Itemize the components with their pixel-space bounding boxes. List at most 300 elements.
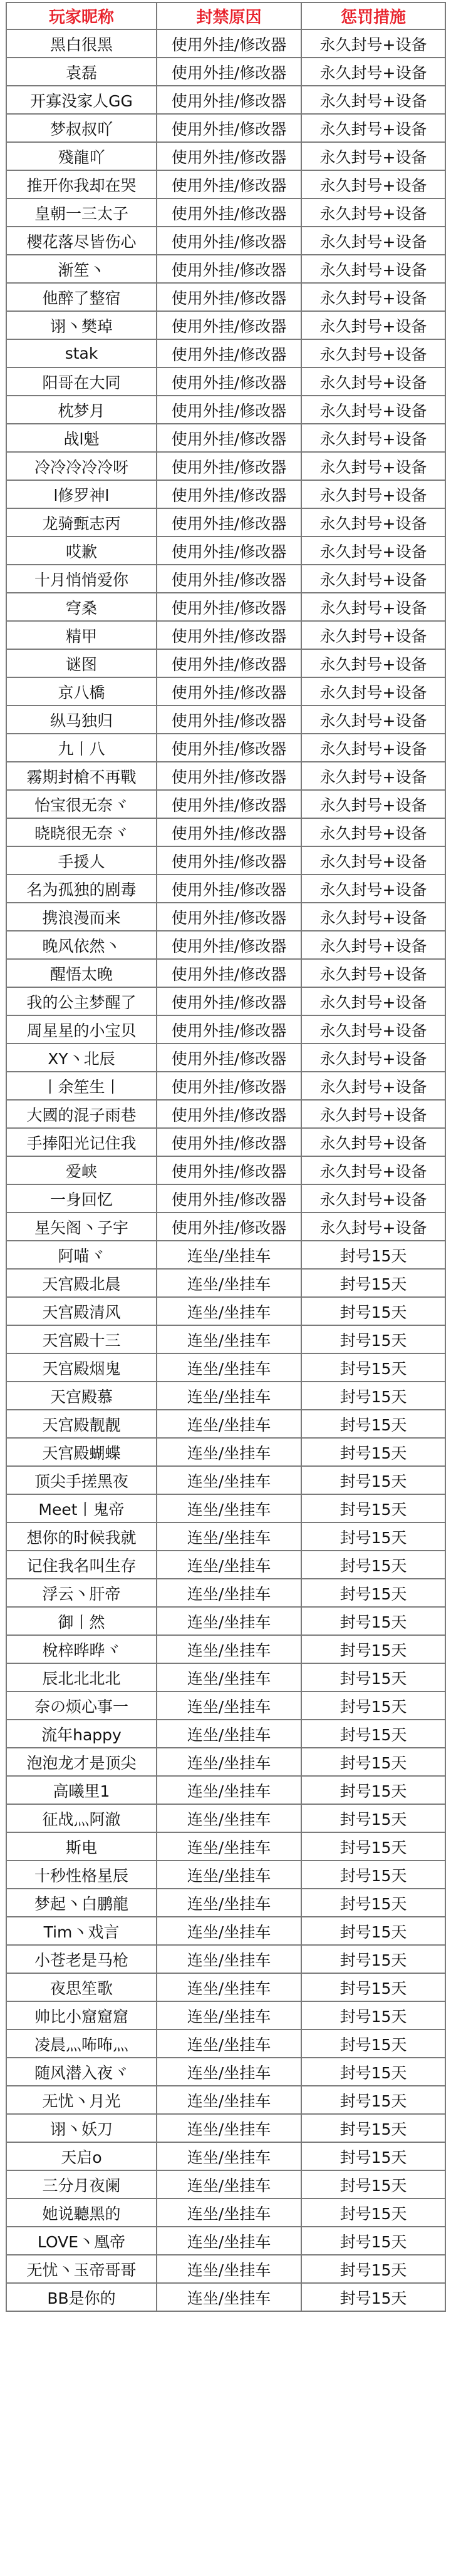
table-row: [6, 1100, 445, 1128]
player-name-cell: 战l魁: [6, 424, 157, 452]
penalty-cell: 永久封号+设备: [301, 536, 445, 565]
ban-reason-cell: 使用外挂/修改器: [157, 29, 301, 58]
penalty-cell: 封号15天: [301, 2283, 445, 2311]
table-row: [6, 198, 445, 227]
penalty-cell: 永久封号+设备: [301, 396, 445, 424]
ban-reason-cell: 使用外挂/修改器: [157, 170, 301, 198]
penalty-cell: 永久封号+设备: [301, 677, 445, 706]
penalty-cell: 封号15天: [301, 1917, 445, 1945]
ban-reason-cell: 使用外挂/修改器: [157, 1213, 301, 1241]
table-row: [6, 1663, 445, 1691]
penalty-cell: 封号15天: [301, 2029, 445, 2058]
table-row: [6, 1072, 445, 1100]
penalty-cell: 永久封号+设备: [301, 114, 445, 142]
player-name-cell: XY丶北辰: [6, 1044, 157, 1072]
table-row: [6, 339, 445, 367]
player-name-cell: 天宫殿北晨: [6, 1269, 157, 1297]
ban-reason-cell: 使用外挂/修改器: [157, 58, 301, 86]
ban-reason-cell: 使用外挂/修改器: [157, 818, 301, 846]
header-penalty: 惩罚措施: [301, 3, 445, 29]
table-row: [6, 1466, 445, 1494]
player-name-cell: 爱峡: [6, 1156, 157, 1184]
player-name-cell: 开寡没家人GG: [6, 86, 157, 114]
player-name-cell: 十月悄悄爱你: [6, 565, 157, 593]
penalty-cell: 永久封号+设备: [301, 1184, 445, 1213]
penalty-cell: 封号15天: [301, 1353, 445, 1382]
ban-reason-cell: 使用外挂/修改器: [157, 959, 301, 987]
penalty-cell: 永久封号+设备: [301, 283, 445, 311]
player-name-cell: 手援人: [6, 846, 157, 875]
ban-reason-cell: 连坐/坐挂车: [157, 1607, 301, 1635]
table-row: [6, 480, 445, 508]
ban-reason-cell: 连坐/坐挂车: [157, 1973, 301, 2001]
table-row: [6, 142, 445, 170]
ban-reason-cell: 连坐/坐挂车: [157, 1635, 301, 1663]
player-name-cell: 京八橋: [6, 677, 157, 706]
player-name-cell: 无忧丶月光: [6, 2086, 157, 2114]
player-name-cell: 梲梓晔晔ヾ: [6, 1635, 157, 1663]
ban-reason-cell: 使用外挂/修改器: [157, 593, 301, 621]
player-name-cell: 诩丶妖刀: [6, 2114, 157, 2142]
penalty-cell: 封号15天: [301, 1579, 445, 1607]
penalty-cell: 封号15天: [301, 1551, 445, 1579]
penalty-cell: 永久封号+设备: [301, 706, 445, 734]
ban-reason-cell: 连坐/坐挂车: [157, 1917, 301, 1945]
ban-reason-cell: 使用外挂/修改器: [157, 452, 301, 480]
penalty-cell: 永久封号+设备: [301, 762, 445, 790]
ban-reason-cell: 连坐/坐挂车: [157, 1889, 301, 1917]
ban-reason-cell: 使用外挂/修改器: [157, 1015, 301, 1044]
ban-reason-cell: 使用外挂/修改器: [157, 536, 301, 565]
table-row: [6, 283, 445, 311]
player-name-cell: 浮云丶肝帝: [6, 1579, 157, 1607]
ban-reason-cell: 使用外挂/修改器: [157, 734, 301, 762]
penalty-cell: 封号15天: [301, 2114, 445, 2142]
ban-reason-cell: 连坐/坐挂车: [157, 1522, 301, 1551]
player-name-cell: 推开你我却在哭: [6, 170, 157, 198]
player-name-cell: 顶尖手搓黑夜: [6, 1466, 157, 1494]
header-ban-reason: 封禁原因: [157, 3, 301, 29]
player-name-cell: 记住我名叫生存: [6, 1551, 157, 1579]
table-row: [6, 1015, 445, 1044]
ban-reason-cell: 连坐/坐挂车: [157, 1579, 301, 1607]
table-row: [6, 227, 445, 255]
ban-reason-cell: 连坐/坐挂车: [157, 1353, 301, 1382]
ban-reason-cell: 使用外挂/修改器: [157, 762, 301, 790]
ban-reason-cell: 使用外挂/修改器: [157, 480, 301, 508]
penalty-cell: 永久封号+设备: [301, 58, 445, 86]
ban-reason-cell: 连坐/坐挂车: [157, 1466, 301, 1494]
penalty-cell: 封号15天: [301, 2170, 445, 2199]
player-name-cell: 哎歉: [6, 536, 157, 565]
table-row: [6, 452, 445, 480]
ban-reason-cell: 使用外挂/修改器: [157, 565, 301, 593]
table-row: [6, 790, 445, 818]
table-row: [6, 677, 445, 706]
penalty-cell: 封号15天: [301, 2199, 445, 2227]
ban-reason-cell: 连坐/坐挂车: [157, 2227, 301, 2255]
player-name-cell: 天宫殿十三: [6, 1325, 157, 1353]
player-name-cell: 怡宝很无奈ヾ: [6, 790, 157, 818]
table-row: [6, 1860, 445, 1889]
player-name-cell: 霧期封槍不再戰: [6, 762, 157, 790]
penalty-cell: 永久封号+设备: [301, 565, 445, 593]
table-row: [6, 1889, 445, 1917]
player-name-cell: 皇朝一三太子: [6, 198, 157, 227]
penalty-cell: 封号15天: [301, 1494, 445, 1522]
table-row: [6, 1832, 445, 1860]
ban-reason-cell: 使用外挂/修改器: [157, 396, 301, 424]
table-row: [6, 86, 445, 114]
player-name-cell: 天启o: [6, 2142, 157, 2170]
table-row: [6, 1269, 445, 1297]
table-row: [6, 2001, 445, 2029]
penalty-cell: 永久封号+设备: [301, 367, 445, 396]
ban-reason-cell: 使用外挂/修改器: [157, 508, 301, 536]
player-name-cell: 携浪漫而来: [6, 903, 157, 931]
table-row: [6, 1945, 445, 1973]
player-name-cell: 她说聽黑的: [6, 2199, 157, 2227]
player-name-cell: 星矢阁丶子宇: [6, 1213, 157, 1241]
table-row: [6, 1804, 445, 1832]
table-row: [6, 508, 445, 536]
player-name-cell: 随风潜入夜ヾ: [6, 2058, 157, 2086]
ban-reason-cell: 连坐/坐挂车: [157, 2199, 301, 2227]
player-name-cell: 小苍老是马枪: [6, 1945, 157, 1973]
penalty-cell: 永久封号+设备: [301, 1128, 445, 1156]
header-player-name: 玩家昵称: [6, 3, 157, 29]
player-name-cell: 梦叔叔吖: [6, 114, 157, 142]
table-row: [6, 818, 445, 846]
player-name-cell: 天宫殿靓靓: [6, 1410, 157, 1438]
penalty-cell: 封号15天: [301, 1382, 445, 1410]
table-row: [6, 1241, 445, 1269]
ban-reason-cell: 使用外挂/修改器: [157, 846, 301, 875]
player-name-cell: 天宫殿烟鬼: [6, 1353, 157, 1382]
player-name-cell: 名为孤独的剧毒: [6, 875, 157, 903]
penalty-cell: 永久封号+设备: [301, 734, 445, 762]
ban-reason-cell: 连坐/坐挂车: [157, 1945, 301, 1973]
table-row: [6, 1410, 445, 1438]
player-name-cell: 晚风依然丶: [6, 931, 157, 959]
table-row: [6, 1522, 445, 1551]
table-row: [6, 1438, 445, 1466]
player-name-cell: 晓晓很无奈ヾ: [6, 818, 157, 846]
table-row: [6, 2170, 445, 2199]
penalty-cell: 封号15天: [301, 1297, 445, 1325]
table-row: [6, 170, 445, 198]
ban-reason-cell: 连坐/坐挂车: [157, 1748, 301, 1776]
table-row: [6, 1607, 445, 1635]
table-row: [6, 1297, 445, 1325]
table-row: [6, 1776, 445, 1804]
penalty-cell: 封号15天: [301, 1889, 445, 1917]
ban-reason-cell: 连坐/坐挂车: [157, 1241, 301, 1269]
ban-reason-cell: 使用外挂/修改器: [157, 142, 301, 170]
ban-reason-cell: 使用外挂/修改器: [157, 1184, 301, 1213]
ban-reason-cell: 连坐/坐挂车: [157, 2114, 301, 2142]
ban-reason-cell: 连坐/坐挂车: [157, 1382, 301, 1410]
player-name-cell: Tim丶戏言: [6, 1917, 157, 1945]
player-name-cell: 枕梦月: [6, 396, 157, 424]
ban-reason-cell: 连坐/坐挂车: [157, 1269, 301, 1297]
penalty-cell: 永久封号+设备: [301, 818, 445, 846]
player-name-cell: BB是你的: [6, 2283, 157, 2311]
table-row: [6, 396, 445, 424]
table-row: [6, 1213, 445, 1241]
player-name-cell: 丨余笙生丨: [6, 1072, 157, 1100]
penalty-cell: 封号15天: [301, 1748, 445, 1776]
table-row: [6, 762, 445, 790]
ban-reason-cell: 连坐/坐挂车: [157, 1860, 301, 1889]
ban-reason-cell: 连坐/坐挂车: [157, 2170, 301, 2199]
table-row: [6, 1353, 445, 1382]
table-row: [6, 875, 445, 903]
table-body: [6, 29, 445, 2311]
penalty-cell: 封号15天: [301, 1804, 445, 1832]
player-name-cell: 九丨八: [6, 734, 157, 762]
penalty-cell: 封号15天: [301, 1410, 445, 1438]
table-row: [6, 2114, 445, 2142]
ban-reason-cell: 使用外挂/修改器: [157, 424, 301, 452]
penalty-cell: 永久封号+设备: [301, 649, 445, 677]
player-name-cell: stak: [6, 339, 157, 367]
player-name-cell: 夜思笙歌: [6, 1973, 157, 2001]
ban-reason-cell: 连坐/坐挂车: [157, 1663, 301, 1691]
table-row: [6, 1635, 445, 1663]
penalty-cell: 永久封号+设备: [301, 1213, 445, 1241]
penalty-cell: 永久封号+设备: [301, 480, 445, 508]
table-row: [6, 2058, 445, 2086]
player-name-cell: 天宫殿清风: [6, 1297, 157, 1325]
table-row: [6, 536, 445, 565]
ban-reason-cell: 使用外挂/修改器: [157, 706, 301, 734]
ban-reason-cell: 使用外挂/修改器: [157, 227, 301, 255]
penalty-cell: 永久封号+设备: [301, 198, 445, 227]
player-name-cell: 纵马独归: [6, 706, 157, 734]
penalty-cell: 封号15天: [301, 2058, 445, 2086]
penalty-cell: 永久封号+设备: [301, 255, 445, 283]
table-row: [6, 734, 445, 762]
table-row: [6, 1551, 445, 1579]
player-name-cell: 周星星的小宝贝: [6, 1015, 157, 1044]
table-row: [6, 1973, 445, 2001]
penalty-cell: 永久封号+设备: [301, 621, 445, 649]
player-name-cell: 御丨然: [6, 1607, 157, 1635]
penalty-cell: 永久封号+设备: [301, 846, 445, 875]
penalty-cell: 封号15天: [301, 2001, 445, 2029]
ban-reason-cell: 连坐/坐挂车: [157, 1691, 301, 1720]
table-row: [6, 1579, 445, 1607]
player-name-cell: 一身回忆: [6, 1184, 157, 1213]
table-row: [6, 1917, 445, 1945]
table-row: [6, 424, 445, 452]
player-name-cell: 征战灬阿澈: [6, 1804, 157, 1832]
player-name-cell: 流年happy: [6, 1720, 157, 1748]
penalty-cell: 封号15天: [301, 1720, 445, 1748]
table-row: [6, 621, 445, 649]
ban-reason-cell: 使用外挂/修改器: [157, 875, 301, 903]
player-name-cell: LOVE丶凰帝: [6, 2227, 157, 2255]
table-row: [6, 846, 445, 875]
player-name-cell: 诩丶樊琸: [6, 311, 157, 339]
penalty-cell: 封号15天: [301, 2227, 445, 2255]
table-row: [6, 2255, 445, 2283]
penalty-cell: 封号15天: [301, 2086, 445, 2114]
ban-reason-cell: 使用外挂/修改器: [157, 339, 301, 367]
ban-reason-cell: 连坐/坐挂车: [157, 2142, 301, 2170]
ban-reason-cell: 使用外挂/修改器: [157, 1072, 301, 1100]
table-row: [6, 1382, 445, 1410]
player-name-cell: 十秒性格星辰: [6, 1860, 157, 1889]
player-name-cell: 樱花落尽皆伤心: [6, 227, 157, 255]
player-name-cell: 醒悟太晚: [6, 959, 157, 987]
player-name-cell: 阳哥在大同: [6, 367, 157, 396]
table-row: [6, 987, 445, 1015]
player-name-cell: 辰北北北北: [6, 1663, 157, 1691]
ban-reason-cell: 使用外挂/修改器: [157, 255, 301, 283]
ban-reason-cell: 使用外挂/修改器: [157, 1128, 301, 1156]
table-row: [6, 2199, 445, 2227]
penalty-cell: 封号15天: [301, 1325, 445, 1353]
player-name-cell: 手捧阳光记住我: [6, 1128, 157, 1156]
player-name-cell: 泡泡龙才是顶尖: [6, 1748, 157, 1776]
ban-reason-cell: 使用外挂/修改器: [157, 1044, 301, 1072]
player-name-cell: Meet丨鬼帝: [6, 1494, 157, 1522]
penalty-cell: 封号15天: [301, 1241, 445, 1269]
ban-reason-cell: 连坐/坐挂车: [157, 2283, 301, 2311]
table-row: [6, 649, 445, 677]
ban-reason-cell: 连坐/坐挂车: [157, 1720, 301, 1748]
ban-reason-cell: 使用外挂/修改器: [157, 311, 301, 339]
table-row: [6, 1748, 445, 1776]
player-name-cell: 三分月夜阑: [6, 2170, 157, 2199]
ban-reason-cell: 使用外挂/修改器: [157, 283, 301, 311]
ban-reason-cell: 使用外挂/修改器: [157, 86, 301, 114]
table-header-row: [6, 3, 445, 29]
penalty-cell: 封号15天: [301, 1269, 445, 1297]
penalty-cell: 封号15天: [301, 1691, 445, 1720]
penalty-cell: 永久封号+设备: [301, 424, 445, 452]
ban-reason-cell: 连坐/坐挂车: [157, 1494, 301, 1522]
ban-reason-cell: 连坐/坐挂车: [157, 1551, 301, 1579]
penalty-cell: 永久封号+设备: [301, 170, 445, 198]
table-row: [6, 58, 445, 86]
table-row: [6, 367, 445, 396]
ban-reason-cell: 使用外挂/修改器: [157, 1100, 301, 1128]
player-name-cell: 我的公主梦醒了: [6, 987, 157, 1015]
table-row: [6, 311, 445, 339]
table-row: [6, 1325, 445, 1353]
penalty-cell: 永久封号+设备: [301, 142, 445, 170]
table-row: [6, 2086, 445, 2114]
penalty-cell: 永久封号+设备: [301, 1015, 445, 1044]
table-row: [6, 1494, 445, 1522]
ban-reason-cell: 连坐/坐挂车: [157, 1410, 301, 1438]
table-row: [6, 959, 445, 987]
table-row: [6, 1128, 445, 1156]
ban-reason-cell: 连坐/坐挂车: [157, 2255, 301, 2283]
penalty-cell: 封号15天: [301, 1973, 445, 2001]
ban-reason-cell: 使用外挂/修改器: [157, 677, 301, 706]
ban-reason-cell: 连坐/坐挂车: [157, 1325, 301, 1353]
player-name-cell: 无忧丶玉帝哥哥: [6, 2255, 157, 2283]
penalty-cell: 封号15天: [301, 1635, 445, 1663]
ban-reason-cell: 使用外挂/修改器: [157, 790, 301, 818]
penalty-cell: 永久封号+设备: [301, 903, 445, 931]
penalty-cell: 永久封号+设备: [301, 1100, 445, 1128]
ban-reason-cell: 使用外挂/修改器: [157, 987, 301, 1015]
table-row: [6, 903, 445, 931]
ban-reason-cell: 连坐/坐挂车: [157, 1297, 301, 1325]
table-row: [6, 114, 445, 142]
penalty-cell: 封号15天: [301, 2142, 445, 2170]
penalty-cell: 永久封号+设备: [301, 931, 445, 959]
penalty-cell: 永久封号+设备: [301, 508, 445, 536]
ban-reason-cell: 连坐/坐挂车: [157, 2058, 301, 2086]
table-row: [6, 29, 445, 58]
penalty-cell: 永久封号+设备: [301, 29, 445, 58]
ban-reason-cell: 连坐/坐挂车: [157, 2029, 301, 2058]
penalty-cell: 永久封号+设备: [301, 227, 445, 255]
table-row: [6, 1720, 445, 1748]
player-name-cell: 袁磊: [6, 58, 157, 86]
ban-reason-cell: 使用外挂/修改器: [157, 114, 301, 142]
player-name-cell: 他醉了整宿: [6, 283, 157, 311]
player-name-cell: 穹桑: [6, 593, 157, 621]
player-name-cell: 想你的时候我就: [6, 1522, 157, 1551]
table-row: [6, 255, 445, 283]
table-row: [6, 2283, 445, 2311]
player-name-cell: 奈の烦心事一: [6, 1691, 157, 1720]
table-row: [6, 706, 445, 734]
penalty-cell: 封号15天: [301, 1776, 445, 1804]
penalty-cell: 永久封号+设备: [301, 311, 445, 339]
ban-reason-cell: 连坐/坐挂车: [157, 1776, 301, 1804]
table-row: [6, 2029, 445, 2058]
player-name-cell: 龙骑甄志丙: [6, 508, 157, 536]
penalty-cell: 封号15天: [301, 2255, 445, 2283]
player-name-cell: 渐笙丶: [6, 255, 157, 283]
penalty-cell: 永久封号+设备: [301, 1156, 445, 1184]
table-row: [6, 565, 445, 593]
player-name-cell: 黑白很黑: [6, 29, 157, 58]
table-row: [6, 1184, 445, 1213]
table-row: [6, 593, 445, 621]
player-name-cell: 殘龍吖: [6, 142, 157, 170]
ban-reason-cell: 使用外挂/修改器: [157, 931, 301, 959]
ban-reason-cell: 连坐/坐挂车: [157, 1804, 301, 1832]
penalty-cell: 封号15天: [301, 1832, 445, 1860]
penalty-cell: 封号15天: [301, 1663, 445, 1691]
player-name-cell: 大國的混子雨巷: [6, 1100, 157, 1128]
penalty-cell: 永久封号+设备: [301, 1072, 445, 1100]
ban-reason-cell: 使用外挂/修改器: [157, 1156, 301, 1184]
table-row: [6, 2142, 445, 2170]
player-name-cell: 阿喵ヾ: [6, 1241, 157, 1269]
player-name-cell: 帅比小窟窟窟: [6, 2001, 157, 2029]
player-name-cell: 凌晨灬咘咘灬: [6, 2029, 157, 2058]
penalty-cell: 封号15天: [301, 1466, 445, 1494]
player-name-cell: l修罗神l: [6, 480, 157, 508]
penalty-cell: 永久封号+设备: [301, 987, 445, 1015]
ban-reason-cell: 连坐/坐挂车: [157, 1438, 301, 1466]
penalty-cell: 封号15天: [301, 1945, 445, 1973]
penalty-cell: 永久封号+设备: [301, 593, 445, 621]
ban-list-table: [6, 2, 446, 2312]
penalty-cell: 永久封号+设备: [301, 875, 445, 903]
ban-reason-cell: 使用外挂/修改器: [157, 367, 301, 396]
